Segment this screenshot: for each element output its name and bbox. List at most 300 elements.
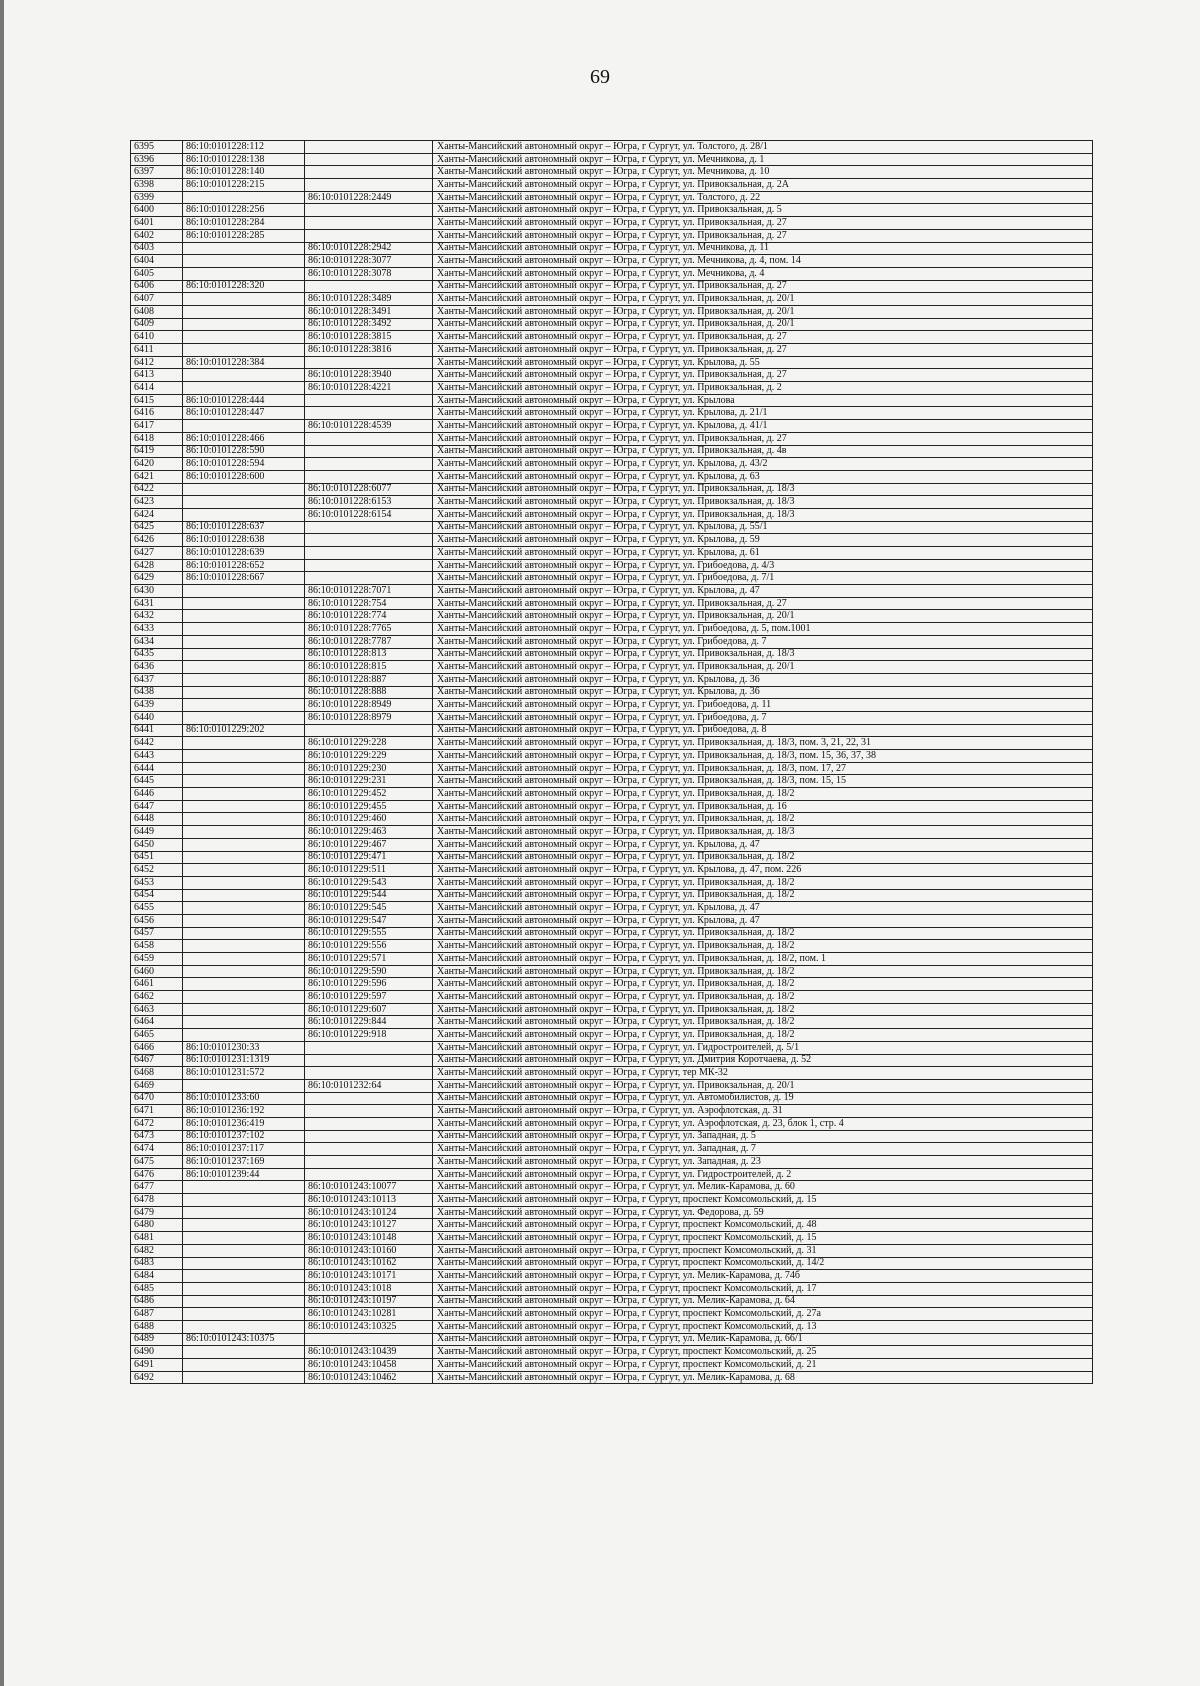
table-row — [131, 356, 1093, 369]
table-row — [131, 635, 1093, 648]
address-cell: Ханты-Мансийский автономный округ – Югра, г Сургут, ул. Привокзальная, д. 18/3 — [433, 483, 1093, 496]
row-number-cell: 6423 — [131, 496, 183, 509]
land-cadastral-number-cell — [183, 965, 305, 978]
row-number-cell: 6492 — [131, 1371, 183, 1384]
table-row — [131, 267, 1093, 280]
address-cell: Ханты-Мансийский автономный округ – Югра, г Сургут, ул. Гидростроителей, д. 5/1 — [433, 1041, 1093, 1054]
address-cell: Ханты-Мансийский автономный округ – Югра, г Сургут, ул. Привокзальная, д. 18/3 — [433, 508, 1093, 521]
address-cell: Ханты-Мансийский автономный округ – Югра, г Сургут, ул. Крылова, д. 47 — [433, 585, 1093, 598]
row-number-cell: 6425 — [131, 521, 183, 534]
table-row — [131, 1181, 1093, 1194]
row-number-cell: 6428 — [131, 559, 183, 572]
table-row — [131, 1117, 1093, 1130]
building-cadastral-number-cell — [305, 521, 433, 534]
row-number-cell: 6402 — [131, 229, 183, 242]
address-cell: Ханты-Мансийский автономный округ – Югра, г Сургут, ул. Привокзальная, д. 18/2 — [433, 1003, 1093, 1016]
address-cell: Ханты-Мансийский автономный округ – Югра, г Сургут, ул. Мелик-Карамова, д. 74б — [433, 1270, 1093, 1283]
building-cadastral-number-cell: 86:10:0101232:64 — [305, 1079, 433, 1092]
building-cadastral-number-cell — [305, 470, 433, 483]
row-number-cell: 6487 — [131, 1308, 183, 1321]
land-cadastral-number-cell — [183, 648, 305, 661]
building-cadastral-number-cell: 86:10:0101243:10162 — [305, 1257, 433, 1270]
table-row — [131, 217, 1093, 230]
land-cadastral-number-cell — [183, 1181, 305, 1194]
row-number-cell: 6475 — [131, 1156, 183, 1169]
address-cell: Ханты-Мансийский автономный округ – Югра, г Сургут, ул. Привокзальная, д. 18/3, пом. 15, 36, 37, 38 — [433, 750, 1093, 763]
address-cell: Ханты-Мансийский автономный округ – Югра, г Сургут, проспект Комсомольский, д. 13 — [433, 1320, 1093, 1333]
land-cadastral-number-cell — [183, 750, 305, 763]
row-number-cell: 6488 — [131, 1320, 183, 1333]
land-cadastral-number-cell: 86:10:0101228:466 — [183, 432, 305, 445]
land-cadastral-number-cell — [183, 1257, 305, 1270]
table-row — [131, 179, 1093, 192]
building-cadastral-number-cell: 86:10:0101243:1018 — [305, 1282, 433, 1295]
table-row — [131, 826, 1093, 839]
building-cadastral-number-cell — [305, 1041, 433, 1054]
building-cadastral-number-cell: 86:10:0101229:590 — [305, 965, 433, 978]
table-row — [131, 293, 1093, 306]
land-cadastral-number-cell — [183, 826, 305, 839]
row-number-cell: 6478 — [131, 1194, 183, 1207]
address-cell: Ханты-Мансийский автономный округ – Югра, г Сургут, ул. Привокзальная, д. 16 — [433, 800, 1093, 813]
row-number-cell: 6456 — [131, 914, 183, 927]
land-cadastral-number-cell: 86:10:0101236:192 — [183, 1105, 305, 1118]
table-row — [131, 1295, 1093, 1308]
table-row — [131, 572, 1093, 585]
address-cell: Ханты-Мансийский автономный округ – Югра, г Сургут, ул. Крылова, д. 55 — [433, 356, 1093, 369]
row-number-cell: 6403 — [131, 242, 183, 255]
row-number-cell: 6454 — [131, 889, 183, 902]
address-cell: Ханты-Мансийский автономный округ – Югра, г Сургут, ул. Западная, д. 5 — [433, 1130, 1093, 1143]
address-cell: Ханты-Мансийский автономный округ – Югра, г Сургут, ул. Привокзальная, д. 18/2 — [433, 965, 1093, 978]
row-number-cell: 6486 — [131, 1295, 183, 1308]
land-cadastral-number-cell — [183, 305, 305, 318]
row-number-cell: 6441 — [131, 724, 183, 737]
land-cadastral-number-cell — [183, 902, 305, 915]
row-number-cell: 6461 — [131, 978, 183, 991]
land-cadastral-number-cell — [183, 496, 305, 509]
table-row — [131, 191, 1093, 204]
land-cadastral-number-cell — [183, 1295, 305, 1308]
table-row — [131, 394, 1093, 407]
building-cadastral-number-cell: 86:10:0101228:3078 — [305, 267, 433, 280]
table-row — [131, 1143, 1093, 1156]
table-row — [131, 1092, 1093, 1105]
building-cadastral-number-cell: 86:10:0101229:455 — [305, 800, 433, 813]
land-cadastral-number-cell — [183, 623, 305, 636]
building-cadastral-number-cell: 86:10:0101228:6154 — [305, 508, 433, 521]
table-row — [131, 1232, 1093, 1245]
building-cadastral-number-cell — [305, 166, 433, 179]
row-number-cell: 6400 — [131, 204, 183, 217]
land-cadastral-number-cell — [183, 889, 305, 902]
land-cadastral-number-cell — [183, 1346, 305, 1359]
building-cadastral-number-cell: 86:10:0101243:10124 — [305, 1206, 433, 1219]
row-number-cell: 6460 — [131, 965, 183, 978]
address-cell: Ханты-Мансийский автономный округ – Югра, г Сургут, ул. Привокзальная, д. 18/3 — [433, 648, 1093, 661]
building-cadastral-number-cell: 86:10:0101228:3077 — [305, 255, 433, 268]
table-row — [131, 724, 1093, 737]
building-cadastral-number-cell: 86:10:0101228:4221 — [305, 382, 433, 395]
address-cell: Ханты-Мансийский автономный округ – Югра, г Сургут, ул. Привокзальная, д. 27 — [433, 280, 1093, 293]
table-row — [131, 1105, 1093, 1118]
row-number-cell: 6396 — [131, 153, 183, 166]
row-number-cell: 6438 — [131, 686, 183, 699]
address-cell: Ханты-Мансийский автономный округ – Югра, г Сургут, ул. Привокзальная, д. 18/2 — [433, 1029, 1093, 1042]
row-number-cell: 6434 — [131, 635, 183, 648]
row-number-cell: 6446 — [131, 788, 183, 801]
building-cadastral-number-cell: 86:10:0101228:8979 — [305, 711, 433, 724]
land-cadastral-number-cell — [183, 762, 305, 775]
address-cell: Ханты-Мансийский автономный округ – Югра, г Сургут, ул. Крылова, д. 41/1 — [433, 420, 1093, 433]
table-row — [131, 331, 1093, 344]
address-cell: Ханты-Мансийский автономный округ – Югра, г Сургут, проспект Комсомольский, д. 15 — [433, 1194, 1093, 1207]
address-cell: Ханты-Мансийский автономный округ – Югра, г Сургут, ул. Мелик-Карамова, д. 64 — [433, 1295, 1093, 1308]
land-cadastral-number-cell — [183, 661, 305, 674]
table-row — [131, 1371, 1093, 1384]
building-cadastral-number-cell: 86:10:0101229:571 — [305, 953, 433, 966]
table-row — [131, 242, 1093, 255]
table-row — [131, 1041, 1093, 1054]
address-cell: Ханты-Мансийский автономный округ – Югра, г Сургут, проспект Комсомольский, д. 15 — [433, 1232, 1093, 1245]
address-cell: Ханты-Мансийский автономный округ – Югра, г Сургут, ул. Привокзальная, д. 27 — [433, 432, 1093, 445]
building-cadastral-number-cell: 86:10:0101243:10148 — [305, 1232, 433, 1245]
building-cadastral-number-cell — [305, 1333, 433, 1346]
address-cell: Ханты-Мансийский автономный округ – Югра, г Сургут, проспект Комсомольский, д. 17 — [433, 1282, 1093, 1295]
table-row — [131, 750, 1093, 763]
building-cadastral-number-cell — [305, 394, 433, 407]
table-row — [131, 521, 1093, 534]
table-row — [131, 1194, 1093, 1207]
table-row — [131, 851, 1093, 864]
table-row — [131, 838, 1093, 851]
table-row — [131, 344, 1093, 357]
row-number-cell: 6444 — [131, 762, 183, 775]
address-cell: Ханты-Мансийский автономный округ – Югра, г Сургут, ул. Грибоедова, д. 7/1 — [433, 572, 1093, 585]
row-number-cell: 6398 — [131, 179, 183, 192]
address-cell: Ханты-Мансийский автономный округ – Югра, г Сургут, проспект Комсомольский, д. 14/2 — [433, 1257, 1093, 1270]
land-cadastral-number-cell: 86:10:0101239:44 — [183, 1168, 305, 1181]
land-cadastral-number-cell — [183, 1308, 305, 1321]
row-number-cell: 6408 — [131, 305, 183, 318]
table-row — [131, 445, 1093, 458]
row-number-cell: 6473 — [131, 1130, 183, 1143]
address-cell: Ханты-Мансийский автономный округ – Югра, г Сургут, ул. Привокзальная, д. 18/3, пом. 3, 21, 22, 31 — [433, 737, 1093, 750]
address-cell: Ханты-Мансийский автономный округ – Югра, г Сургут, ул. Крылова, д. 63 — [433, 470, 1093, 483]
row-number-cell: 6447 — [131, 800, 183, 813]
building-cadastral-number-cell: 86:10:0101228:2942 — [305, 242, 433, 255]
land-cadastral-number-cell — [183, 1270, 305, 1283]
land-cadastral-number-cell: 86:10:0101228:112 — [183, 141, 305, 154]
row-number-cell: 6424 — [131, 508, 183, 521]
land-cadastral-number-cell — [183, 1079, 305, 1092]
address-cell: Ханты-Мансийский автономный округ – Югра, г Сургут, ул. Крылова, д. 21/1 — [433, 407, 1093, 420]
row-number-cell: 6415 — [131, 394, 183, 407]
table-row — [131, 153, 1093, 166]
address-cell: Ханты-Мансийский автономный округ – Югра, г Сургут, ул. Привокзальная, д. 18/2, пом. 1 — [433, 953, 1093, 966]
building-cadastral-number-cell — [305, 559, 433, 572]
building-cadastral-number-cell: 86:10:0101229:607 — [305, 1003, 433, 1016]
address-cell: Ханты-Мансийский автономный округ – Югра, г Сургут, ул. Аэрофлотская, д. 31 — [433, 1105, 1093, 1118]
building-cadastral-number-cell: 86:10:0101228:813 — [305, 648, 433, 661]
building-cadastral-number-cell: 86:10:0101228:3816 — [305, 344, 433, 357]
row-number-cell: 6463 — [131, 1003, 183, 1016]
address-cell: Ханты-Мансийский автономный округ – Югра, г Сургут, ул. Привокзальная, д. 2 — [433, 382, 1093, 395]
table-row — [131, 1359, 1093, 1372]
table-row — [131, 1257, 1093, 1270]
table-row — [131, 813, 1093, 826]
row-number-cell: 6459 — [131, 953, 183, 966]
building-cadastral-number-cell: 86:10:0101229:545 — [305, 902, 433, 915]
building-cadastral-number-cell: 86:10:0101229:231 — [305, 775, 433, 788]
land-cadastral-number-cell: 86:10:0101228:285 — [183, 229, 305, 242]
row-number-cell: 6410 — [131, 331, 183, 344]
land-cadastral-number-cell — [183, 673, 305, 686]
land-cadastral-number-cell — [183, 420, 305, 433]
row-number-cell: 6442 — [131, 737, 183, 750]
table-row — [131, 407, 1093, 420]
address-cell: Ханты-Мансийский автономный округ – Югра, г Сургут, ул. Крылова, д. 59 — [433, 534, 1093, 547]
land-cadastral-number-cell — [183, 1244, 305, 1257]
building-cadastral-number-cell: 86:10:0101228:888 — [305, 686, 433, 699]
land-cadastral-number-cell: 86:10:0101228:590 — [183, 445, 305, 458]
building-cadastral-number-cell — [305, 229, 433, 242]
table-row — [131, 1067, 1093, 1080]
table-row — [131, 229, 1093, 242]
row-number-cell: 6432 — [131, 610, 183, 623]
row-number-cell: 6468 — [131, 1067, 183, 1080]
table-row — [131, 1029, 1093, 1042]
row-number-cell: 6419 — [131, 445, 183, 458]
address-cell: Ханты-Мансийский автономный округ – Югра, г Сургут, ул. Грибоедова, д. 7 — [433, 635, 1093, 648]
building-cadastral-number-cell: 86:10:0101243:10160 — [305, 1244, 433, 1257]
table-row — [131, 876, 1093, 889]
building-cadastral-number-cell: 86:10:0101229:230 — [305, 762, 433, 775]
address-cell: Ханты-Мансийский автономный округ – Югра, г Сургут, ул. Мечникова, д. 4, пом. 14 — [433, 255, 1093, 268]
address-cell: Ханты-Мансийский автономный округ – Югра, г Сургут, ул. Привокзальная, д. 20/1 — [433, 661, 1093, 674]
address-cell: Ханты-Мансийский автономный округ – Югра, г Сургут, ул. Привокзальная, д. 18/2 — [433, 788, 1093, 801]
address-cell: Ханты-Мансийский автономный округ – Югра, г Сургут, тер МК-32 — [433, 1067, 1093, 1080]
address-cell: Ханты-Мансийский автономный округ – Югра, г Сургут, ул. Мелик-Карамова, д. 66/1 — [433, 1333, 1093, 1346]
address-cell: Ханты-Мансийский автономный округ – Югра, г Сургут, ул. Привокзальная, д. 18/3, пом. 15, 15 — [433, 775, 1093, 788]
table-row — [131, 1282, 1093, 1295]
address-cell: Ханты-Мансийский автономный округ – Югра, г Сургут, ул. Привокзальная, д. 2А — [433, 179, 1093, 192]
building-cadastral-number-cell — [305, 534, 433, 547]
address-cell: Ханты-Мансийский автономный округ – Югра, г Сургут, ул. Крылова, д. 61 — [433, 547, 1093, 560]
land-cadastral-number-cell — [183, 242, 305, 255]
address-cell: Ханты-Мансийский автономный округ – Югра, г Сургут, ул. Привокзальная, д. 20/1 — [433, 293, 1093, 306]
row-number-cell: 6433 — [131, 623, 183, 636]
registry-body — [131, 141, 1093, 1384]
building-cadastral-number-cell — [305, 432, 433, 445]
address-cell: Ханты-Мансийский автономный округ – Югра, г Сургут, ул. Привокзальная, д. 20/1 — [433, 1079, 1093, 1092]
land-cadastral-number-cell — [183, 864, 305, 877]
land-cadastral-number-cell — [183, 635, 305, 648]
row-number-cell: 6399 — [131, 191, 183, 204]
building-cadastral-number-cell: 86:10:0101228:7765 — [305, 623, 433, 636]
row-number-cell: 6472 — [131, 1117, 183, 1130]
address-cell: Ханты-Мансийский автономный округ – Югра, г Сургут, ул. Грибоедова, д. 4/3 — [433, 559, 1093, 572]
land-cadastral-number-cell: 86:10:0101233:60 — [183, 1092, 305, 1105]
address-cell: Ханты-Мансийский автономный округ – Югра, г Сургут, ул. Западная, д. 7 — [433, 1143, 1093, 1156]
building-cadastral-number-cell — [305, 280, 433, 293]
row-number-cell: 6412 — [131, 356, 183, 369]
land-cadastral-number-cell: 86:10:0101228:215 — [183, 179, 305, 192]
land-cadastral-number-cell — [183, 1194, 305, 1207]
table-row — [131, 914, 1093, 927]
table-row — [131, 1333, 1093, 1346]
row-number-cell: 6421 — [131, 470, 183, 483]
address-cell: Ханты-Мансийский автономный округ – Югра, г Сургут, проспект Комсомольский, д. 48 — [433, 1219, 1093, 1232]
row-number-cell: 6422 — [131, 483, 183, 496]
land-cadastral-number-cell — [183, 978, 305, 991]
row-number-cell: 6427 — [131, 547, 183, 560]
address-cell: Ханты-Мансийский автономный округ – Югра, г Сургут, ул. Крылова — [433, 394, 1093, 407]
row-number-cell: 6455 — [131, 902, 183, 915]
table-row — [131, 255, 1093, 268]
building-cadastral-number-cell: 86:10:0101228:7787 — [305, 635, 433, 648]
address-cell: Ханты-Мансийский автономный округ – Югра, г Сургут, ул. Привокзальная, д. 27 — [433, 229, 1093, 242]
land-cadastral-number-cell — [183, 382, 305, 395]
table-row — [131, 737, 1093, 750]
land-cadastral-number-cell: 86:10:0101228:256 — [183, 204, 305, 217]
building-cadastral-number-cell: 86:10:0101243:10171 — [305, 1270, 433, 1283]
row-number-cell: 6435 — [131, 648, 183, 661]
building-cadastral-number-cell: 86:10:0101229:544 — [305, 889, 433, 902]
table-row — [131, 686, 1093, 699]
building-cadastral-number-cell: 86:10:0101243:10325 — [305, 1320, 433, 1333]
land-cadastral-number-cell — [183, 1359, 305, 1372]
land-cadastral-number-cell — [183, 940, 305, 953]
row-number-cell: 6405 — [131, 267, 183, 280]
row-number-cell: 6407 — [131, 293, 183, 306]
building-cadastral-number-cell: 86:10:0101229:228 — [305, 737, 433, 750]
row-number-cell: 6489 — [131, 1333, 183, 1346]
building-cadastral-number-cell — [305, 153, 433, 166]
building-cadastral-number-cell — [305, 458, 433, 471]
table-row — [131, 788, 1093, 801]
land-cadastral-number-cell: 86:10:0101228:652 — [183, 559, 305, 572]
address-cell: Ханты-Мансийский автономный округ – Югра, г Сургут, ул. Крылова, д. 47, пом. 226 — [433, 864, 1093, 877]
table-row — [131, 1320, 1093, 1333]
land-cadastral-number-cell — [183, 876, 305, 889]
building-cadastral-number-cell — [305, 204, 433, 217]
row-number-cell: 6413 — [131, 369, 183, 382]
row-number-cell: 6401 — [131, 217, 183, 230]
address-cell: Ханты-Мансийский автономный округ – Югра, г Сургут, ул. Привокзальная, д. 18/3 — [433, 826, 1093, 839]
table-row — [131, 800, 1093, 813]
building-cadastral-number-cell: 86:10:0101228:3940 — [305, 369, 433, 382]
address-cell: Ханты-Мансийский автономный округ – Югра, г Сургут, ул. Толстого, д. 28/1 — [433, 141, 1093, 154]
building-cadastral-number-cell — [305, 572, 433, 585]
land-cadastral-number-cell — [183, 1320, 305, 1333]
address-cell: Ханты-Мансийский автономный округ – Югра, г Сургут, ул. Мечникова, д. 1 — [433, 153, 1093, 166]
address-cell: Ханты-Мансийский автономный округ – Югра, г Сургут, ул. Мелик-Карамова, д. 60 — [433, 1181, 1093, 1194]
land-cadastral-number-cell — [183, 1016, 305, 1029]
row-number-cell: 6404 — [131, 255, 183, 268]
address-cell: Ханты-Мансийский автономный округ – Югра, г Сургут, ул. Привокзальная, д. 18/2 — [433, 851, 1093, 864]
building-cadastral-number-cell: 86:10:0101228:2449 — [305, 191, 433, 204]
table-row — [131, 610, 1093, 623]
land-cadastral-number-cell — [183, 914, 305, 927]
address-cell: Ханты-Мансийский автономный округ – Югра, г Сургут, ул. Толстого, д. 22 — [433, 191, 1093, 204]
land-cadastral-number-cell: 86:10:0101228:594 — [183, 458, 305, 471]
table-row — [131, 991, 1093, 1004]
table-row — [131, 1244, 1093, 1257]
address-cell: Ханты-Мансийский автономный округ – Югра, г Сургут, ул. Крылова, д. 47 — [433, 902, 1093, 915]
row-number-cell: 6452 — [131, 864, 183, 877]
building-cadastral-number-cell — [305, 1156, 433, 1169]
address-cell: Ханты-Мансийский автономный округ – Югра, г Сургут, проспект Комсомольский, д. 31 — [433, 1244, 1093, 1257]
building-cadastral-number-cell: 86:10:0101243:10458 — [305, 1359, 433, 1372]
land-cadastral-number-cell — [183, 686, 305, 699]
row-number-cell: 6448 — [131, 813, 183, 826]
row-number-cell: 6471 — [131, 1105, 183, 1118]
land-cadastral-number-cell: 86:10:0101231:1319 — [183, 1054, 305, 1067]
land-cadastral-number-cell — [183, 711, 305, 724]
table-row — [131, 432, 1093, 445]
row-number-cell: 6467 — [131, 1054, 183, 1067]
row-number-cell: 6440 — [131, 711, 183, 724]
table-row — [131, 1270, 1093, 1283]
table-row — [131, 927, 1093, 940]
building-cadastral-number-cell — [305, 179, 433, 192]
row-number-cell: 6426 — [131, 534, 183, 547]
row-number-cell: 6451 — [131, 851, 183, 864]
building-cadastral-number-cell: 86:10:0101243:10077 — [305, 1181, 433, 1194]
row-number-cell: 6395 — [131, 141, 183, 154]
address-cell: Ханты-Мансийский автономный округ – Югра, г Сургут, ул. Привокзальная, д. 27 — [433, 331, 1093, 344]
table-row — [131, 623, 1093, 636]
building-cadastral-number-cell: 86:10:0101229:460 — [305, 813, 433, 826]
row-number-cell: 6439 — [131, 699, 183, 712]
table-row — [131, 508, 1093, 521]
table-row — [131, 305, 1093, 318]
land-cadastral-number-cell: 86:10:0101228:140 — [183, 166, 305, 179]
address-cell: Ханты-Мансийский автономный округ – Югра, г Сургут, ул. Привокзальная, д. 18/2 — [433, 889, 1093, 902]
land-cadastral-number-cell — [183, 344, 305, 357]
land-cadastral-number-cell — [183, 953, 305, 966]
address-cell: Ханты-Мансийский автономный округ – Югра, г Сургут, ул. Привокзальная, д. 20/1 — [433, 610, 1093, 623]
land-cadastral-number-cell: 86:10:0101228:384 — [183, 356, 305, 369]
address-cell: Ханты-Мансийский автономный округ – Югра, г Сургут, проспект Комсомольский, д. 27а — [433, 1308, 1093, 1321]
address-cell: Ханты-Мансийский автономный округ – Югра, г Сургут, ул. Привокзальная, д. 18/2 — [433, 927, 1093, 940]
address-cell: Ханты-Мансийский автономный округ – Югра, г Сургут, ул. Мечникова, д. 11 — [433, 242, 1093, 255]
row-number-cell: 6449 — [131, 826, 183, 839]
building-cadastral-number-cell: 86:10:0101243:10127 — [305, 1219, 433, 1232]
land-cadastral-number-cell — [183, 1029, 305, 1042]
land-cadastral-number-cell — [183, 369, 305, 382]
row-number-cell: 6429 — [131, 572, 183, 585]
row-number-cell: 6491 — [131, 1359, 183, 1372]
row-number-cell: 6477 — [131, 1181, 183, 1194]
table-row — [131, 1130, 1093, 1143]
address-cell: Ханты-Мансийский автономный округ – Югра, г Сургут, ул. Грибоедова, д. 5, пом.1001 — [433, 623, 1093, 636]
row-number-cell: 6490 — [131, 1346, 183, 1359]
land-cadastral-number-cell — [183, 1003, 305, 1016]
table-row — [131, 496, 1093, 509]
building-cadastral-number-cell — [305, 356, 433, 369]
table-row — [131, 1219, 1093, 1232]
row-number-cell: 6470 — [131, 1092, 183, 1105]
table-row — [131, 280, 1093, 293]
table-row — [131, 953, 1093, 966]
address-cell: Ханты-Мансийский автономный округ – Югра, г Сургут, ул. Автомобилистов, д. 19 — [433, 1092, 1093, 1105]
address-cell: Ханты-Мансийский автономный округ – Югра, г Сургут, ул. Грибоедова, д. 7 — [433, 711, 1093, 724]
address-cell: Ханты-Мансийский автономный округ – Югра, г Сургут, ул. Привокзальная, д. 18/2 — [433, 991, 1093, 1004]
building-cadastral-number-cell: 86:10:0101229:844 — [305, 1016, 433, 1029]
row-number-cell: 6480 — [131, 1219, 183, 1232]
